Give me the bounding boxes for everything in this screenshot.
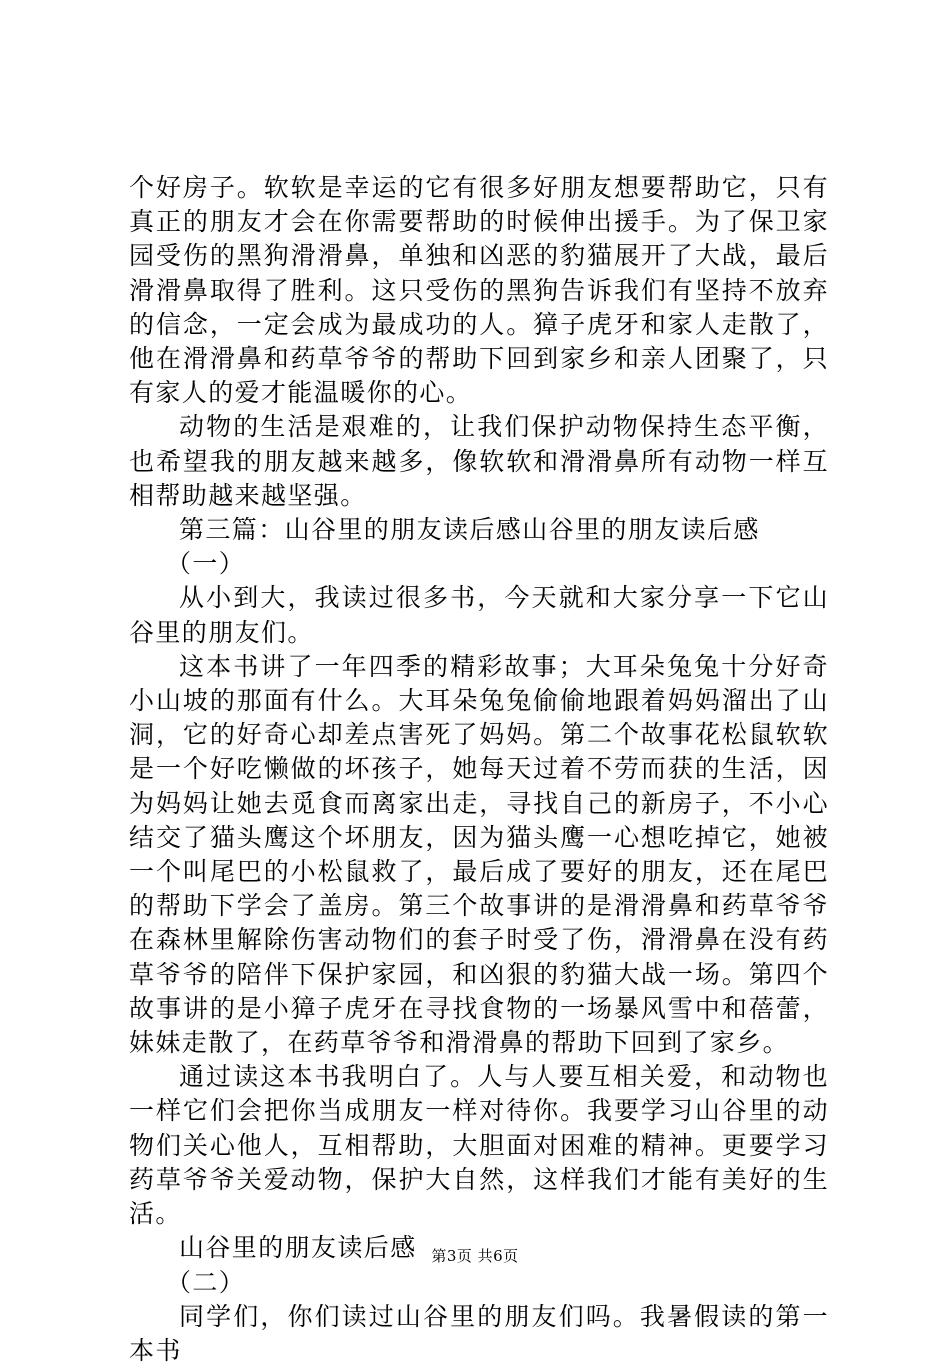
paragraph-reflection: 通过读这本书我明白了。人与人要互相关爱，和动物也一样它们会把你当成朋友一样对待你。我要学习山谷里的动物们关心他人，互相帮助，大胆面对困难的精神。更要学习药草爷爷关爱动物，保护大自然，这样我们才能有美好的生活。: [129, 1062, 829, 1229]
page-footer: 第3页 共6页: [431, 1247, 519, 1265]
subsection-number: （二）: [166, 1267, 246, 1297]
subsection-title: 山谷里的朋友读后感: [179, 1233, 417, 1263]
document-body: [129, 171, 829, 1368]
paragraph-intro: 从小到大，我读过很多书，今天就和大家分享一下它山谷里的朋友们。: [129, 583, 829, 647]
section-number: （一）: [166, 549, 246, 579]
paragraph-opening: 同学们，你们读过山谷里的朋友们吗。我暑假读的第一本书: [129, 1301, 829, 1365]
paragraph-conclusion: 动物的生活是艰难的，让我们保护动物保持生态平衡，也希望我的朋友越来越多，像软软和滑滑鼻所有动物一样互相帮助越来越坚强。: [129, 412, 829, 510]
paragraph-summary: 这本书讲了一年四季的精彩故事；大耳朵兔兔十分好奇小山坡的那面有什么。大耳朵兔兔偷偷地跟着妈妈溜出了山洞，它的好奇心却差点害死了妈妈。第二个故事花松鼠软软是一个好吃懒做的坏孩子，她每天过着不劳而获的生活，因为妈妈让她去觅食而离家出走，寻找自己的新房子，不小心结交了猫头鹰这个坏朋友，因为猫头鹰一心想吃掉它，她被一个叫尾巴的小松鼠救了，最后成了要好的朋友，还在尾巴的帮助下学会了盖房。第三个故事讲的是滑滑鼻和药草爷爷在森林里解除伤害动物们的套子时受了伤，滑滑鼻在没有药草爷爷的陪伴下保护家园，和凶狠的豹猫大战一场。第四个故事讲的是小獐子虎牙在寻找食物的一场暴风雪中和蓓蕾，妹妹走散了，在药草爷爷和滑滑鼻的帮助下回到了家乡。: [129, 651, 829, 1058]
paragraph-continued: 个好房子。软软是幸运的它有很多好朋友想要帮助它，只有真正的朋友才会在你需要帮助的时候伸出援手。为了保卫家园受伤的黑狗滑滑鼻，单独和凶恶的豹猫展开了大战，最后滑滑鼻取得了胜利。这只受伤的黑狗告诉我们有坚持不放弃的信念，一定会成为最成功的人。獐子虎牙和家人走散了，他在滑滑鼻和药草爷爷的帮助下回到家乡和亲人团聚了，只有家人的爱才能温暖你的心。: [129, 173, 829, 408]
section-heading: 第三篇：山谷里的朋友读后感山谷里的朋友读后感: [179, 515, 760, 545]
